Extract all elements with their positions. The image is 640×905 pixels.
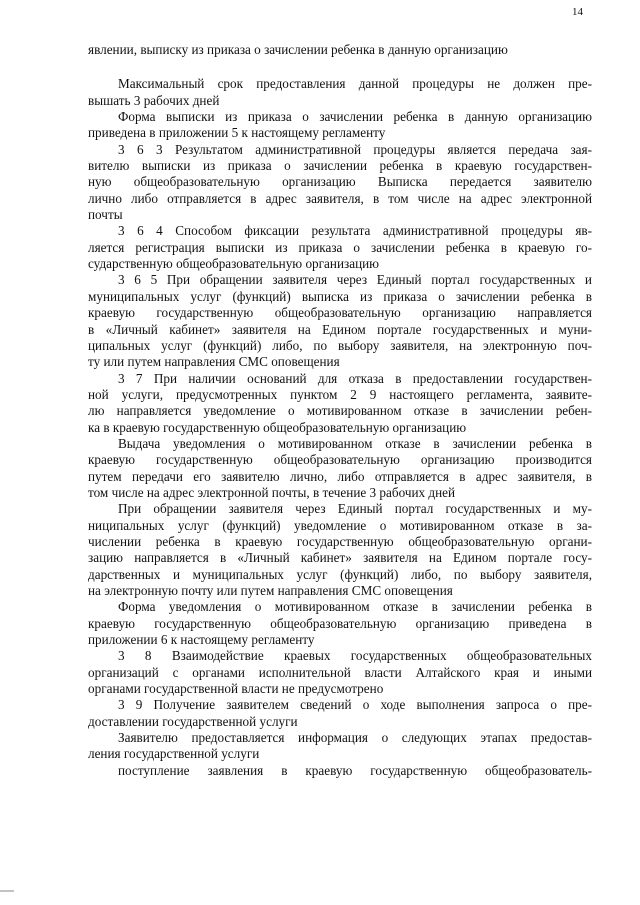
document-body [88,42,592,779]
text-line: дарственных и муниципальных услуг (функций) либо, по выбору заявителя, [88,566,592,582]
text-line: ной услуги, предусмотренных пунктом 2 9 настоящего регламента, заявите- [88,386,592,402]
text-line: 3 7 При наличии оснований для отказа в предоставлении государствен- [118,370,592,386]
text-line: числении ребенка в краевую государственную общеобразовательную органи- [88,533,592,549]
paragraph [88,501,592,599]
paragraph [88,648,592,697]
text-line: ниципальных услуг (функций) уведомление о мотивированном отказе в за- [88,517,592,533]
scan-edge-mark [0,890,14,892]
paragraph [88,142,592,224]
paragraph [88,697,592,730]
text-line: краевую государственную общеобразовательную организацию направляется [88,305,592,321]
text-line: путем передачи его заявителю лично, либо отправляется в адрес заявителя, в [88,468,592,484]
paragraph [88,42,592,58]
text-line: почты [88,207,123,223]
text-line: лично либо отправляется в адрес заявителя, в том числе на адрес электронной [88,190,592,206]
text-line: При обращении заявителя через Единый портал государственных и му- [118,501,592,517]
text-line: краевую государственную общеобразовательную организацию приведена в [88,615,592,631]
text-line: приведена в приложении 5 к настоящему регламенту [88,125,386,141]
paragraph [88,272,592,370]
text-line: явлении, выписку из приказа о зачислении ребенка в данную организацию [88,42,508,57]
text-line: муниципальных услуг (функций) выписка из приказа о зачислении ребенка в [88,288,592,304]
text-line: ления государственной услуги [88,746,260,762]
text-line: 3 8 Взаимодействие краевых государственных общеобразовательных [118,648,592,664]
text-line: 3 6 3 Результатом административной процедуры является передача зая- [118,141,592,157]
paragraph [88,371,592,436]
paragraph [88,223,592,272]
paragraph [88,76,592,109]
page-number: 14 [572,6,583,18]
text-line: ту или путем направления СМС оповещения [88,354,340,370]
text-line: на электронную почту или путем направления СМС оповещения [88,583,453,598]
text-line: Форма выписки из приказа о зачислении ребенка в данную организацию [118,109,592,125]
text-line: Форма уведомления о мотивированном отказе в зачислении ребенка в [118,599,592,615]
text-line: организаций с органами исполнительной власти Алтайского края и иными [88,664,592,680]
paragraph [88,436,592,501]
text-line: том числе на адрес электронной почты, в течение 3 рабочих дней [88,484,456,500]
text-line: 3 6 4 Способом фиксации результата административной процедуры яв- [118,223,592,239]
paragraph [88,730,592,763]
text-line: лю направляется уведомление о мотивированном отказе в зачислении ребен- [88,403,592,419]
text-line: Максимальный срок предоставления данной процедуры не должен пре- [118,76,592,92]
text-line: Выдача уведомления о мотивированном отказе в зачислении ребенка в [118,435,592,451]
paragraph [88,109,592,142]
text-line: вителю выписки из приказа о зачислении ребенка в краевую государствен- [88,158,592,174]
paragraph [88,599,592,648]
text-line: вышать 3 рабочих дней [88,92,220,108]
text-line: ную общеобразовательную организацию Выписка передается заявителю [88,174,592,190]
paragraph [88,763,592,779]
text-line: 3 9 Получение заявителем сведений о ходе выполнения запроса о пре- [118,697,592,713]
text-line: в «Личный кабинет» заявителя на Едином портале государственных и муни- [88,321,592,337]
text-line: Заявителю предоставляется информация о следующих этапах предостав- [118,730,592,746]
text-line: приложении 6 к настоящему регламенту [88,632,315,648]
text-line: ка в краевую государственную общеобразовательную организацию [88,419,467,435]
text-line: сударственную общеобразовательную организацию [88,256,380,272]
text-line: органами государственной власти не предусмотрено [88,681,384,697]
text-line: зацию направляется в «Личный кабинет» заявителя на Едином портале госу- [88,550,592,566]
text-line: ляется регистрация выписки из приказа о зачислении ребенка в краевую го- [88,239,592,255]
text-line: доставлении государственной услуги [88,713,298,729]
text-line: поступление заявления в краевую государственную общеобразователь- [118,762,592,778]
text-line: 3 6 5 При обращении заявителя через Единый портал государственных и [118,272,592,288]
text-line: ципальных услуг (функций) либо, по выбору заявителя, на электронную поч- [88,337,592,353]
text-line: краевую государственную общеобразовательную организацию производится [88,452,592,468]
